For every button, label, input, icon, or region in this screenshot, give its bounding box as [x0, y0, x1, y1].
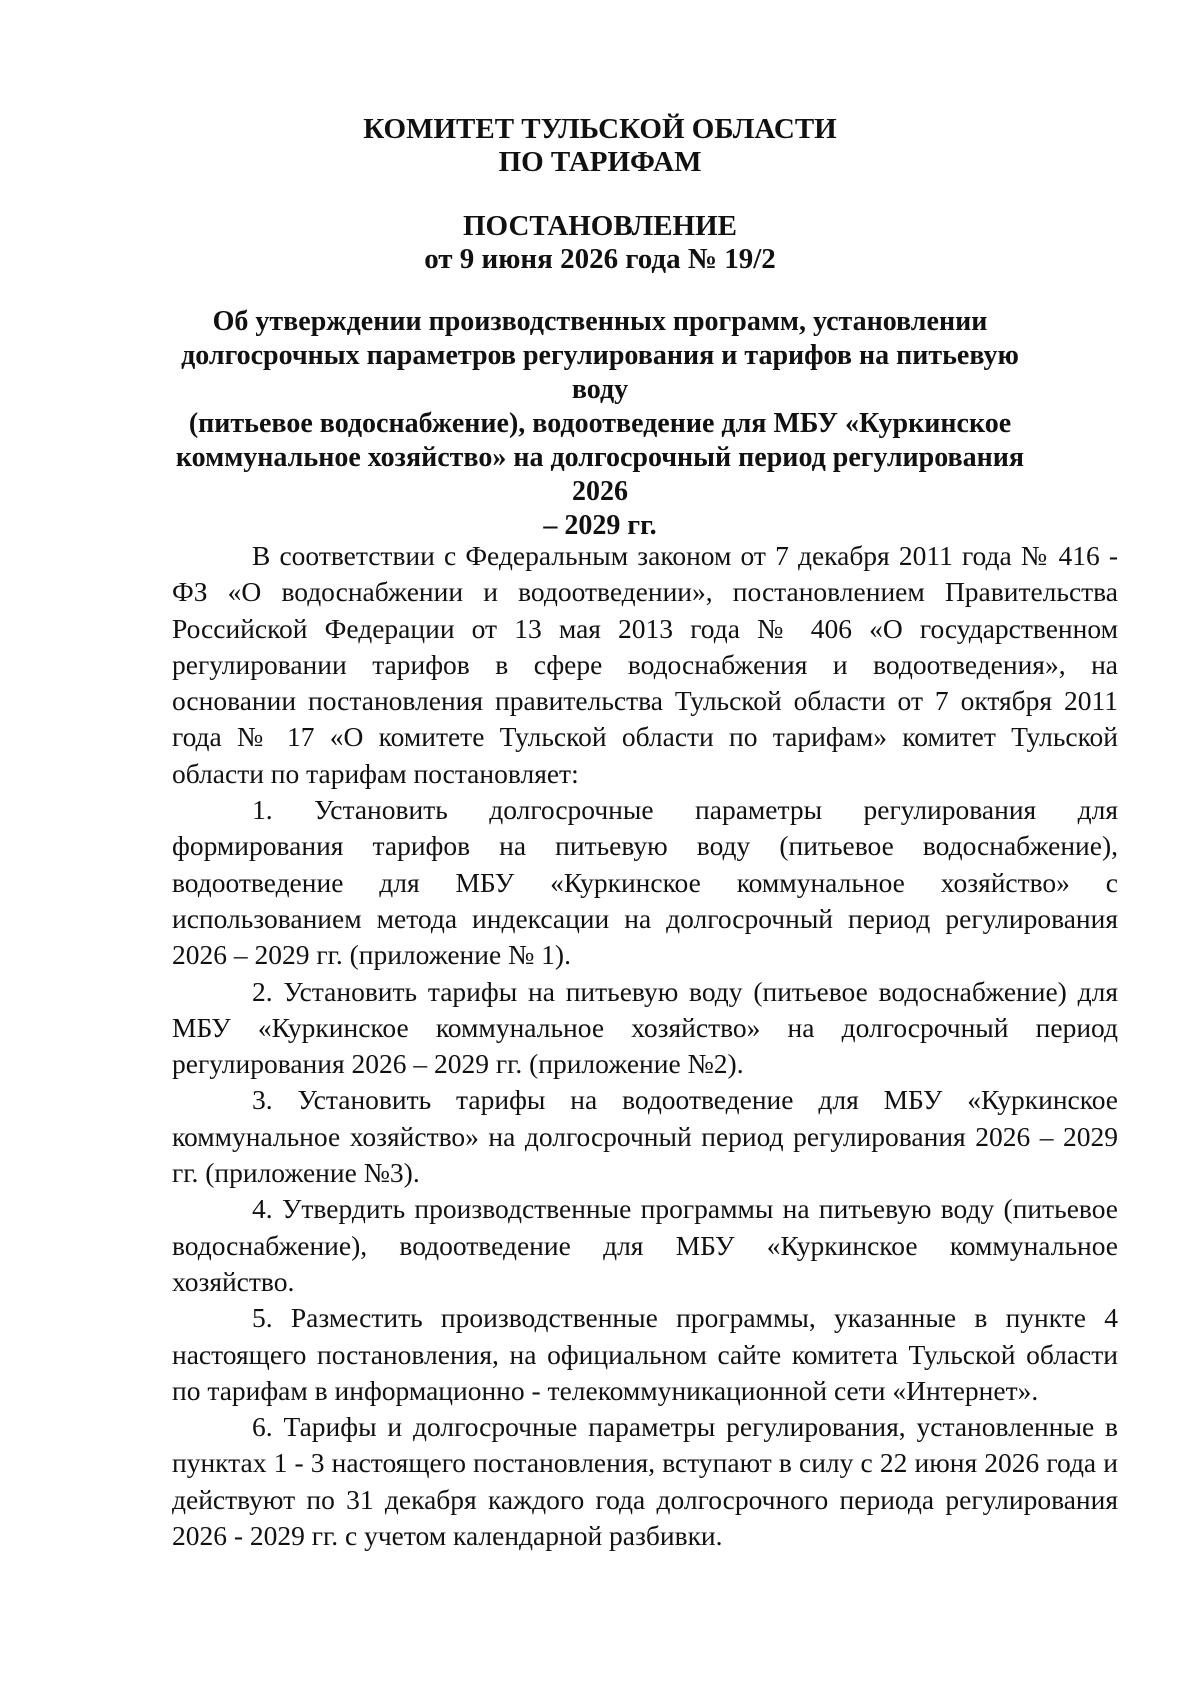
item-number: 2. — [252, 975, 273, 1007]
list-item — [172, 1300, 1118, 1409]
list-item — [172, 1082, 1118, 1191]
item-number: 3. — [252, 1084, 273, 1116]
decree-heading — [170, 210, 1030, 276]
list-item — [172, 974, 1118, 1083]
item-text: Установить долгосрочные параметры регулирования для формирования тарифов на питьевую воду (питьевое водоснабжение), водоотведение для МБУ «Куркинское коммунальное хозяйство» с использованием метода индексации на долгосрочный период регулирования 2026 – 2029 гг. (приложение № 1). — [172, 794, 1119, 971]
document-date-number: от 9 июня 2026 года № 19/2 — [424, 243, 776, 275]
list-item — [172, 1191, 1118, 1300]
subject-line-3: (питьевое водоснабжение), водоотведение для МБУ «Куркинское — [188, 408, 1012, 439]
subject-line-1: Об утверждении производственных программ, установлении — [212, 306, 988, 337]
item-text: Разместить производственные программы, указанные в пункте 4 настоящего постановления, на официальном сайте комитета Тульской области по тарифам в информационно - телекоммуникационной сети «Интернет». — [172, 1302, 1118, 1406]
authority-line-2: ПО ТАРИФАМ — [498, 146, 702, 178]
issuing-authority — [170, 113, 1030, 179]
item-number: 6. — [252, 1411, 273, 1443]
item-number: 5. — [252, 1302, 273, 1334]
preamble-paragraph: В соответствии с Федеральным законом от 7 декабря 2011 года № 416 - ФЗ «О водоснабжении и водоотведении», постановлением Правительства Российской Федерации от 13 мая 2013 года № 406 «О государственном регулировании тарифов в сфере водоснабжения и водоотведения», на основании постановления правительства Тульской области от 7 октября 2011 года № 17 «О комитете Тульской области по тарифам» комитет Тульской области по тарифам постановляет: — [172, 540, 1118, 789]
item-number: 1. — [252, 794, 273, 826]
document-body — [172, 538, 1118, 1554]
list-item — [172, 1409, 1118, 1554]
document-type: ПОСТАНОВЛЕНИЕ — [462, 210, 737, 242]
item-text: Тарифы и долгосрочные параметры регулирования, установленные в пунктах 1 - 3 настоящего постановления, вступают в силу с 22 июня 2026 года и действуют по 31 декабря каждого года долгосрочного периода регулирования 2026 - 2029 гг. с учетом календарной разбивки. — [172, 1411, 1118, 1552]
item-text: Установить тарифы на питьевую воду (питьевое водоснабжение) для МБУ «Куркинское коммунальное хозяйство» на долгосрочный период регулирования 2026 – 2029 гг. (приложение №2). — [172, 975, 1118, 1080]
item-text: Утвердить производственные программы на питьевую воду (питьевое водоснабжение), водоотведение для МБУ «Куркинское коммунальное хозяйство. — [172, 1193, 1119, 1297]
subject-line-4: коммунальное хозяйство» на долгосрочный период регулирования 2026 — [175, 442, 1025, 507]
subject-line-5: – 2029 гг. — [543, 510, 657, 541]
subject-line-2: долгосрочных параметров регулирования и тарифов на питьевую воду — [181, 340, 1019, 405]
authority-line-1: КОМИТЕТ ТУЛЬСКОЙ ОБЛАСТИ — [363, 113, 837, 145]
list-item — [172, 792, 1118, 973]
item-text: Установить тарифы на водоотведение для МБУ «Куркинское коммунальное хозяйство» на долгосрочный период регулирования 2026 – 2029 гг. (приложение №3). — [172, 1084, 1119, 1189]
document-subject — [170, 305, 1030, 543]
item-number: 4. — [252, 1193, 273, 1225]
